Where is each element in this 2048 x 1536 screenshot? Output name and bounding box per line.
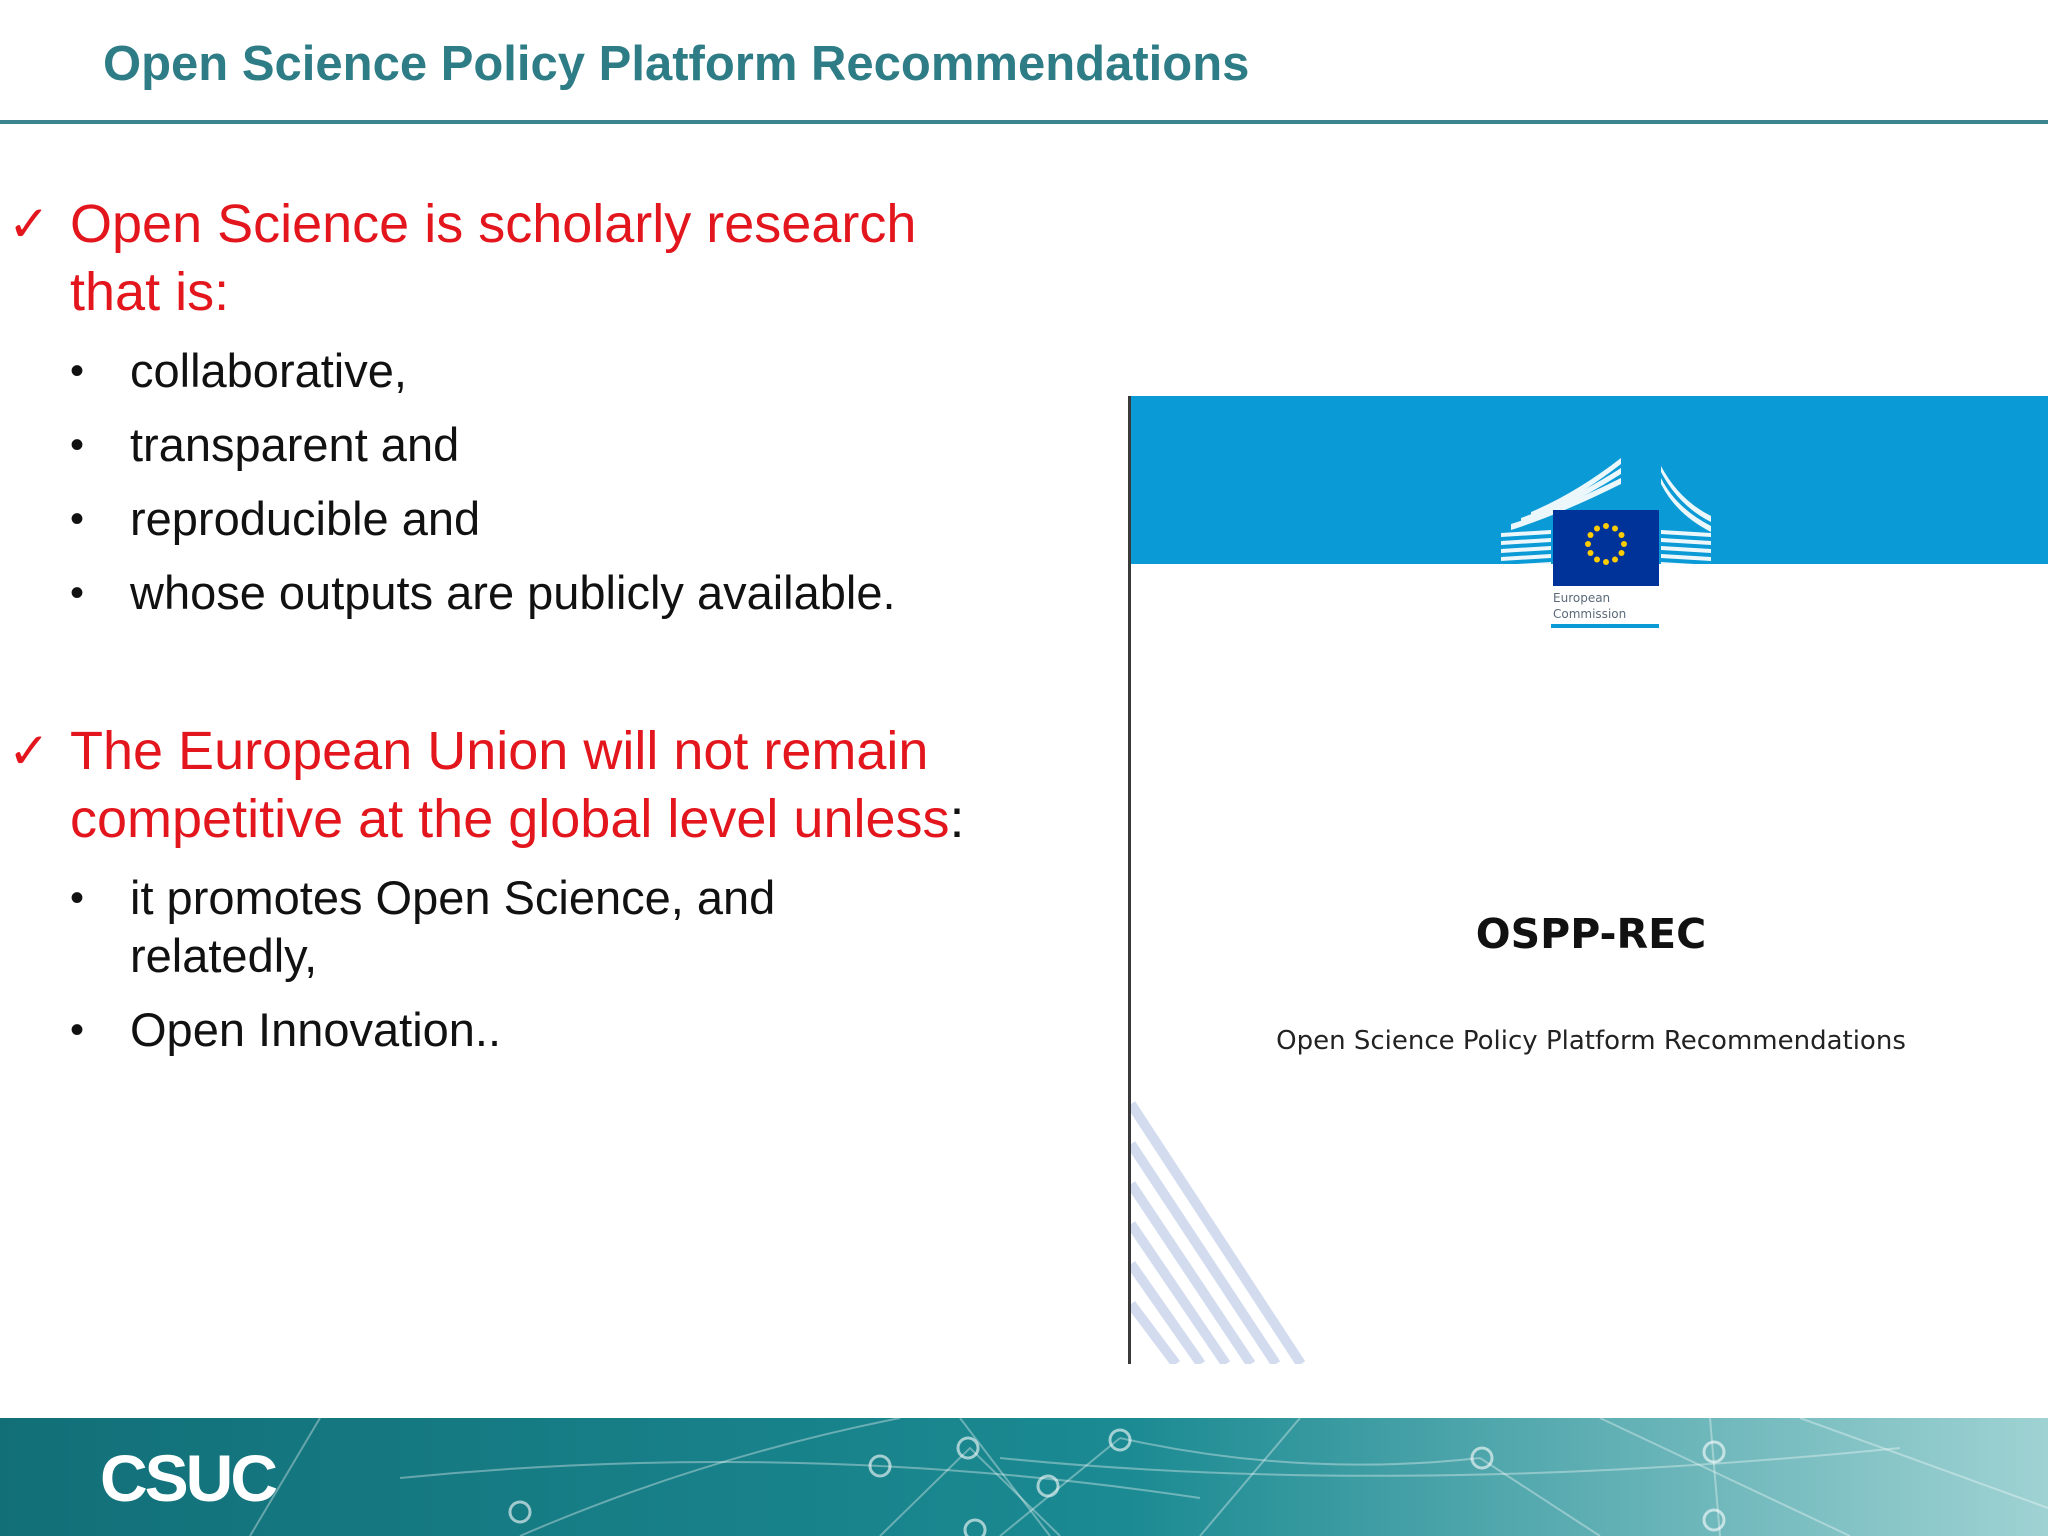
bullet-text: whose outputs are publicly available. xyxy=(130,566,896,619)
bullet-item xyxy=(0,1001,1010,1059)
cover-subtitle: Open Science Policy Platform Recommendations xyxy=(1276,1026,1906,1056)
point-2 xyxy=(0,717,1010,1059)
bullet-text: Open Innovation.. xyxy=(130,1003,502,1056)
csuc-logo: CSUC xyxy=(100,1441,276,1515)
point-2-heading xyxy=(0,717,1010,853)
point-1-heading xyxy=(0,190,1010,326)
bullet-icon: • xyxy=(70,571,85,615)
report-cover xyxy=(1128,396,2048,1364)
point-1 xyxy=(0,190,1010,622)
bullet-text: reproducible and xyxy=(130,492,481,545)
point-1-text: Open Science is scholarly research that is: xyxy=(70,194,917,322)
bullet-item xyxy=(0,564,1010,622)
point-2-text: The European Union will not remain competitive at the global level unless xyxy=(70,721,950,849)
cover-code: OSPP-REC xyxy=(1475,910,1707,958)
bullet-item xyxy=(0,869,910,985)
point-2-bullets xyxy=(0,869,1010,1059)
ec-logo-line1: European xyxy=(1553,591,1611,605)
footer-band xyxy=(0,1418,2048,1536)
bullet-text: collaborative, xyxy=(130,344,407,397)
bullet-item xyxy=(0,416,1010,474)
footer-network-background xyxy=(0,1418,2048,1536)
point-1-bullets xyxy=(0,342,1010,622)
cover-decorative-lines xyxy=(1131,1084,1351,1364)
bullet-icon: • xyxy=(70,876,85,920)
title-divider xyxy=(0,120,2048,124)
point-2-colon: : xyxy=(949,789,965,849)
bullet-icon: • xyxy=(70,423,85,467)
checkmark-icon: ✓ xyxy=(8,722,50,780)
bullet-text: transparent and xyxy=(130,418,460,471)
bullet-item xyxy=(0,490,1010,548)
slide-title: Open Science Policy Platform Recommendations xyxy=(103,37,1250,91)
bullet-icon: • xyxy=(70,497,85,541)
bullet-icon: • xyxy=(70,1008,85,1052)
bullet-item xyxy=(0,342,1010,400)
bullet-text: it promotes Open Science, and relatedly, xyxy=(130,871,776,982)
bullet-icon: • xyxy=(70,349,85,393)
european-commission-logo xyxy=(1501,438,1711,628)
ec-logo-line2: Commission xyxy=(1553,607,1627,621)
checkmark-icon: ✓ xyxy=(8,195,50,253)
